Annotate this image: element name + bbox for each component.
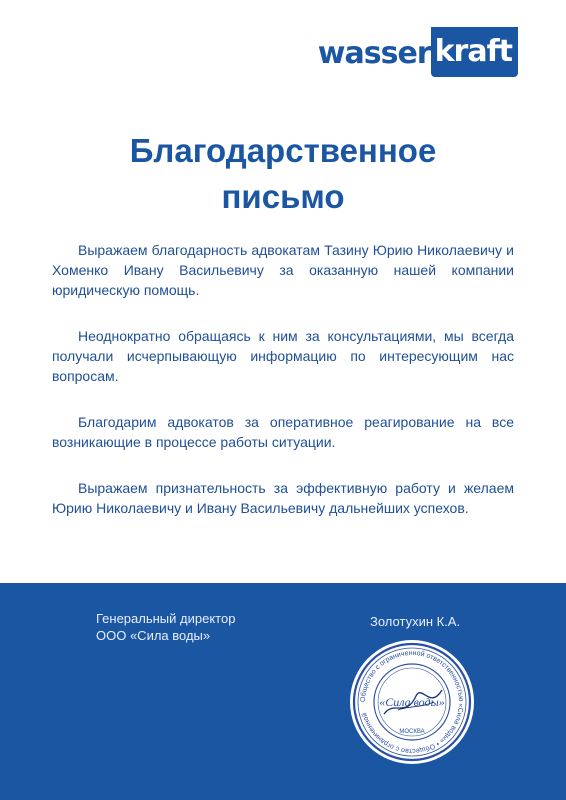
signatory-company: ООО «Сила воды» [96,628,211,643]
seal-bottom-text: МОСКВА [399,729,425,735]
seal-outer-text: Общество с ограниченной ответственностью «Сила воды» • Общество с ограниченной [359,649,465,755]
seal-center-text: «Сила воды» [379,695,445,709]
wasserkraft-logo [318,28,518,80]
letter-title-line2: письмо [221,178,345,215]
signatory-role-line1: Генеральный директор [96,611,236,626]
seal-graphic [350,640,474,764]
letter-title [40,128,526,220]
company-seal [350,640,474,764]
paragraph-4: Выражаем признательность за эффективную работу и желаем Юрию Николаевичу и Ивану Васильевичу дальнейших успехов. [52,480,514,516]
signatory-name: Золотухин К.А. [370,614,461,629]
logo-text-wasser: wasser [317,36,431,71]
letter-title-line1: Благодарственное [129,132,437,169]
logo-text-kraft: kraft [431,27,518,77]
letter-body [52,240,514,544]
paragraph-3: Благодарим адвокатов за оперативное реагирование на все возникающие в процессе работы ситуации. [52,414,514,450]
paragraph-1: Выражаем благодарность адвокатам Тазину Юрию Николаевичу и Хоменко Ивану Васильевичу за оказанную нашей компании юридическую помощь. [52,242,514,298]
paragraph-2: Неоднократно обращаясь к ним за консультациями, мы всегда получали исчерпывающую информацию по интересующим нас вопросам. [52,328,514,384]
signature-band [0,583,566,800]
signatory-role [96,610,235,644]
